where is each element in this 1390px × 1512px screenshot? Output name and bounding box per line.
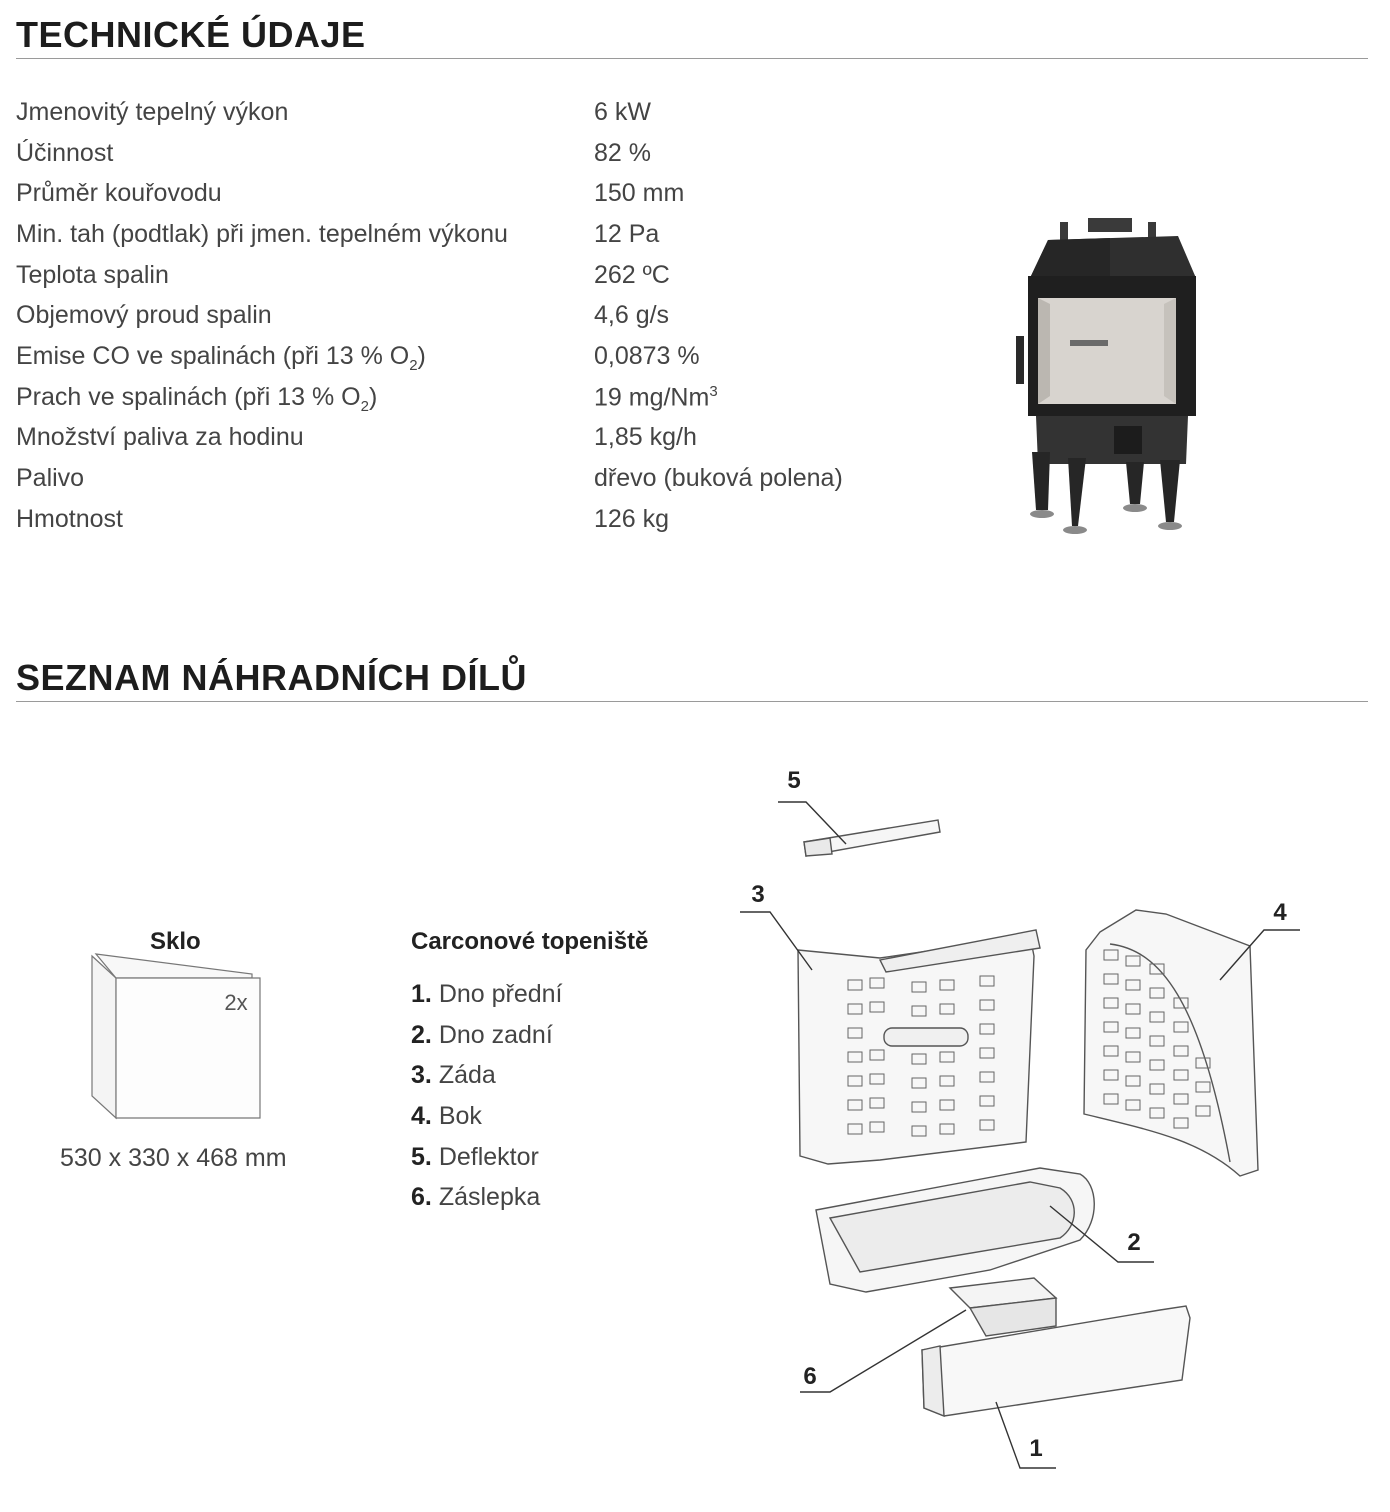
spec-label: Prach ve spalinách (při 13 % $O_2$) [16,383,378,415]
spec-value: 12 Pa [594,220,660,248]
list-item: 5. Deflektor [411,1143,539,1171]
spec-value: 0,0873 % [594,342,700,370]
list-item: 1. Dno přední [411,980,563,1008]
glass-dimensions: 530 x 330 x 468 mm [60,1144,287,1172]
spare-parts-heading: SEZNAM NÁHRADNÍCH DÍLŮ [16,657,527,698]
list-item: 2. Dno zadní [411,1021,553,1049]
list-item: 6. Záslepka [411,1183,541,1211]
spec-value: 150 mm [594,179,685,207]
firebox-title: Carconové topeniště [411,928,649,955]
callout-1: 1 [1029,1435,1043,1462]
spec-value: 262 ºC [594,261,670,289]
spec-value: 19 mg/Nm$^3$ [594,383,718,412]
callout-2: 2 [1127,1229,1141,1256]
spec-value: 6 kW [594,98,651,126]
part-rear-floor [816,1168,1094,1292]
list-item: 4. Bok [411,1102,482,1130]
firebox-exploded-diagram [730,760,1330,1480]
callout-3: 3 [751,881,765,908]
heading-divider [16,58,1368,59]
glass-quantity: 2x [224,990,248,1015]
spec-label: Objemový proud spalin [16,301,272,329]
spec-label: Množství paliva za hodinu [16,423,304,451]
callout-4: 4 [1273,899,1287,926]
spec-label: Průměr kouřovodu [16,179,222,207]
part-deflector [804,820,940,856]
glass-title: Sklo [150,928,201,955]
spec-label: Teplota spalin [16,261,169,289]
spec-value: 126 kg [594,505,670,533]
spec-label: Účinnost [16,139,114,167]
callout-5: 5 [787,767,801,794]
spec-label: Emise CO ve spalinách (při 13 % $O_2$) [16,342,426,374]
spec-label: Min. tah (podtlak) při jmen. tepelném výkonu [16,220,508,248]
part-plug [950,1278,1056,1336]
spec-value: 4,6 g/s [594,301,670,329]
spec-label: Palivo [16,464,85,492]
spec-label: Hmotnost [16,505,123,533]
heading-divider [16,701,1368,702]
fireplace-insert-image [1010,212,1216,546]
glass-pane-image [86,952,272,1132]
part-side-wall [1084,910,1258,1176]
list-item: 3. Záda [411,1061,496,1089]
technical-heading: TECHNICKÉ ÚDAJE [16,14,366,55]
callout-6: 6 [803,1363,817,1390]
spec-value: dřevo (buková polena) [594,464,843,492]
part-back-wall [798,930,1040,1164]
spec-value: 1,85 kg/h [594,423,697,451]
spec-label: Jmenovitý tepelný výkon [16,98,289,126]
spec-value: 82 % [594,139,651,167]
